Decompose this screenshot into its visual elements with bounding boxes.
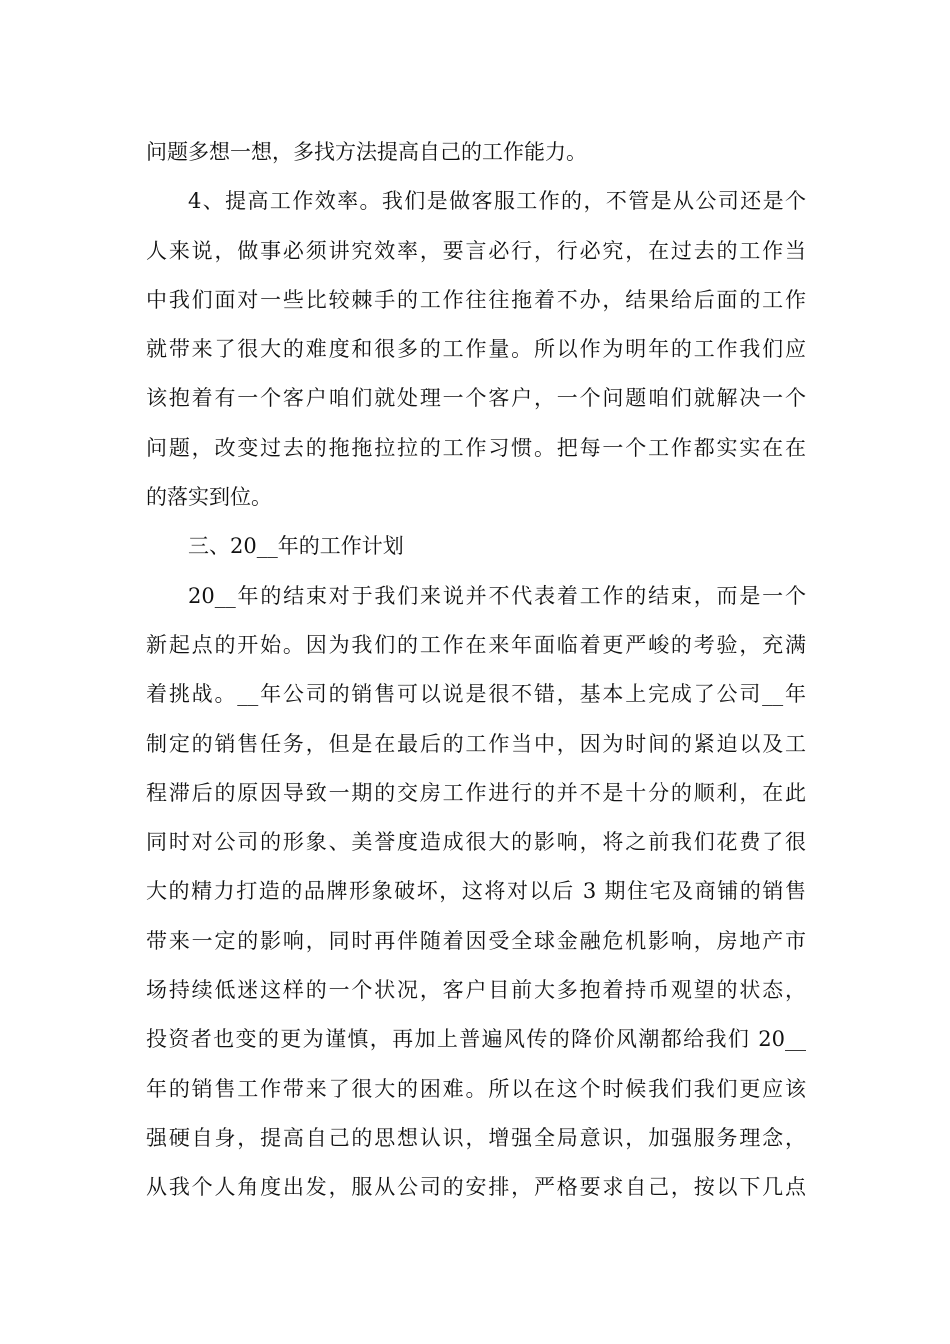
document-body (146, 128, 806, 1213)
section-heading: 三、20__年的工作计划 (188, 534, 404, 559)
paragraph-line: 强硬自身，提高自己的思想认识，增强全局意识，加强服务理念， (146, 1125, 806, 1150)
paragraph-line: 投资者也变的更为谨慎，再加上普遍风传的降价风潮都给我们 20__ (146, 1027, 806, 1052)
paragraph-line: 就带来了很大的难度和很多的工作量。所以作为明年的工作我们应 (146, 337, 806, 362)
paragraph-line: 新起点的开始。因为我们的工作在来年面临着更严峻的考验，充满 (146, 632, 806, 657)
paragraph-line: 问题，改变过去的拖拖拉拉的工作习惯。把每一个工作都实实在在 (146, 435, 806, 460)
paragraph-line: 的落实到位。 (146, 485, 272, 510)
paragraph-line: 年的销售工作带来了很大的困难。所以在这个时候我们我们更应该 (146, 1076, 806, 1101)
paragraph-line: 制定的销售任务，但是在最后的工作当中，因为时间的紧迫以及工 (146, 731, 806, 756)
paragraph-line: 着挑战。__年公司的销售可以说是很不错，基本上完成了公司__年 (146, 682, 806, 707)
paragraph-line: 带来一定的影响，同时再伴随着因受全球金融危机影响，房地产市 (146, 928, 806, 953)
paragraph-line: 大的精力打造的品牌形象破坏，这将对以后 3 期住宅及商铺的销售 (146, 879, 806, 904)
paragraph-line: 4、提高工作效率。我们是做客服工作的，不管是从公司还是个 (188, 189, 806, 214)
paragraph-line: 问题多想一想，多找方法提高自己的工作能力。 (146, 140, 587, 164)
paragraph-line: 从我个人角度出发，服从公司的安排，严格要求自己，按以下几点 (146, 1175, 806, 1200)
paragraph-line: 中我们面对一些比较棘手的工作往往拖着不办，结果给后面的工作 (146, 287, 806, 312)
paragraph-line: 程滞后的原因导致一期的交房工作进行的并不是十分的顺利，在此 (146, 780, 806, 805)
paragraph-line: 人来说，做事必须讲究效率，要言必行，行必究，在过去的工作当 (146, 238, 806, 263)
paragraph-line: 同时对公司的形象、美誉度造成很大的影响，将之前我们花费了很 (146, 830, 806, 855)
paragraph-line: 该抱着有一个客户咱们就处理一个客户，一个问题咱们就解决一个 (146, 386, 806, 411)
paragraph-line: 20__年的结束对于我们来说并不代表着工作的结束，而是一个 (188, 583, 806, 608)
paragraph-line: 场持续低迷这样的一个状况，客户目前大多抱着持币观望的状态， (146, 978, 806, 1003)
